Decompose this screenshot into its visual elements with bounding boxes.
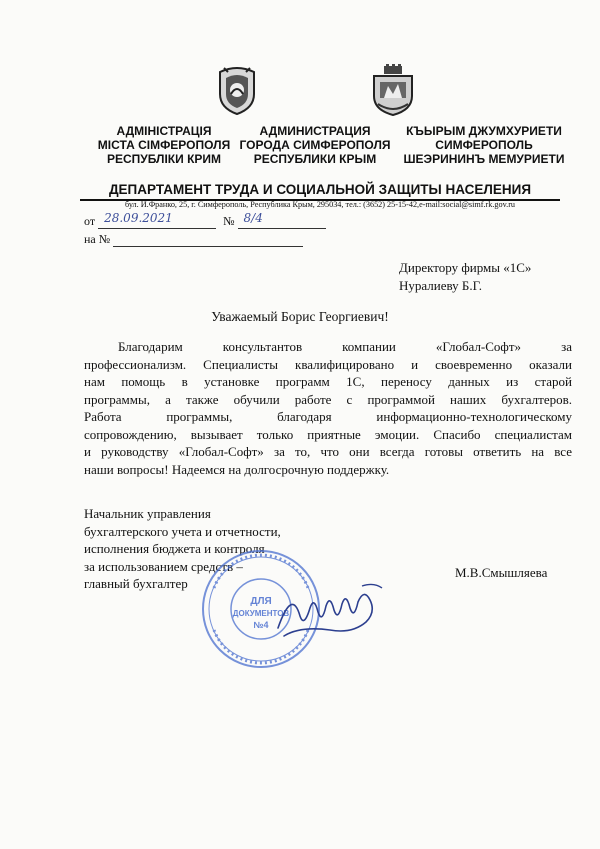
header-crimean-tatar bbox=[394, 124, 574, 166]
header-line: АДМІНІСТРАЦІЯ bbox=[116, 124, 212, 138]
signer-title-line: главный бухгалтер bbox=[84, 576, 188, 591]
addressee-line: Нуралиеву Б.Г. bbox=[399, 278, 482, 293]
header-line: ГОРОДА СИМФЕРОПОЛЯ bbox=[239, 138, 391, 152]
addressee bbox=[399, 259, 531, 295]
body-line: нам помощь в установке программ 1С, переносу данных из старой bbox=[84, 374, 572, 389]
date-value: 28.09.2021 bbox=[104, 211, 173, 225]
body-line: наши вопросы! Надеемся на долгосрочную поддержку. bbox=[84, 461, 390, 477]
greeting: Уважаемый Борис Георгиевич! bbox=[211, 309, 389, 324]
header-line: РЕСПУБЛІКИ КРИМ bbox=[106, 152, 222, 166]
body-line: и руководству «Глобал-Софт» за то, что они всегда готовы ответить на все bbox=[84, 444, 572, 459]
body-line: профессионализм. Специалисты квалифицировано и своевременно оказали bbox=[84, 356, 572, 372]
department-address: бул. И.Франко, 25, г. Симферополь, Республика Крым, 295034, тел.: (3652) 25-15-42,e-mail:social@simf.rk.gov.ru bbox=[124, 200, 516, 209]
on-label: на № bbox=[84, 232, 111, 246]
handwritten-signature bbox=[270, 578, 390, 640]
body-line: сопровождению, вызывает только приятные эмоции. Спасибо специалистам bbox=[84, 426, 572, 442]
header-line: МІСТА СІМФЕРОПОЛЯ bbox=[97, 138, 231, 152]
header-line: СИМФЕРОПОЛЬ bbox=[435, 138, 533, 152]
header-line: ШЕЭРИНИНЪ МЕМУРИЕТИ bbox=[403, 152, 565, 166]
signer-name: М.В.Смышляева bbox=[455, 565, 548, 580]
header-russian bbox=[225, 124, 405, 166]
addressee-line: Директору фирмы «1С» bbox=[399, 260, 532, 275]
date-number-row bbox=[84, 211, 326, 229]
body-line: Благодарим консультантов компании «Глобал-Софт» за bbox=[118, 339, 572, 354]
stamp-text-mid: ДОКУМЕНТОВ bbox=[232, 609, 290, 618]
number-label: № bbox=[223, 214, 235, 228]
number-value: 8/4 bbox=[243, 211, 263, 225]
body-line: программы, а также обучили работе с программой наших бухгалтеров. bbox=[84, 391, 572, 407]
header-line: РЕСПУБЛИКИ КРЫМ bbox=[253, 152, 377, 166]
simferopol-coat-of-arms-icon bbox=[370, 64, 416, 116]
stamp-text-top: ДЛЯ bbox=[250, 596, 272, 607]
signer-title-line: за использованием средств – bbox=[84, 558, 243, 574]
signer-title-line: бухгалтерского учета и отчетности, bbox=[84, 523, 281, 539]
body-line: Работа программы, благодаря информационно-технологическому bbox=[84, 409, 572, 424]
date-field bbox=[98, 211, 216, 229]
signer-title-line: исполнения бюджета и контроля bbox=[84, 541, 265, 556]
from-label: от bbox=[84, 214, 96, 228]
header-line: АДМИНИСТРАЦИЯ bbox=[259, 124, 371, 138]
letter-body bbox=[84, 338, 572, 478]
reference-row bbox=[84, 232, 303, 247]
header-line: КЪЫРЫМ ДЖУМХУРИЕТИ bbox=[406, 124, 562, 138]
crimea-coat-of-arms-icon bbox=[214, 64, 260, 116]
reference-field bbox=[113, 232, 303, 247]
stamp-text-num: №4 bbox=[253, 620, 269, 630]
department-title: ДЕПАРТАМЕНТ ТРУДА И СОЦИАЛЬНОЙ ЗАЩИТЫ НАСЕЛЕНИЯ bbox=[108, 182, 532, 197]
signer-title-line: Начальник управления bbox=[84, 506, 211, 521]
number-field bbox=[238, 211, 326, 229]
